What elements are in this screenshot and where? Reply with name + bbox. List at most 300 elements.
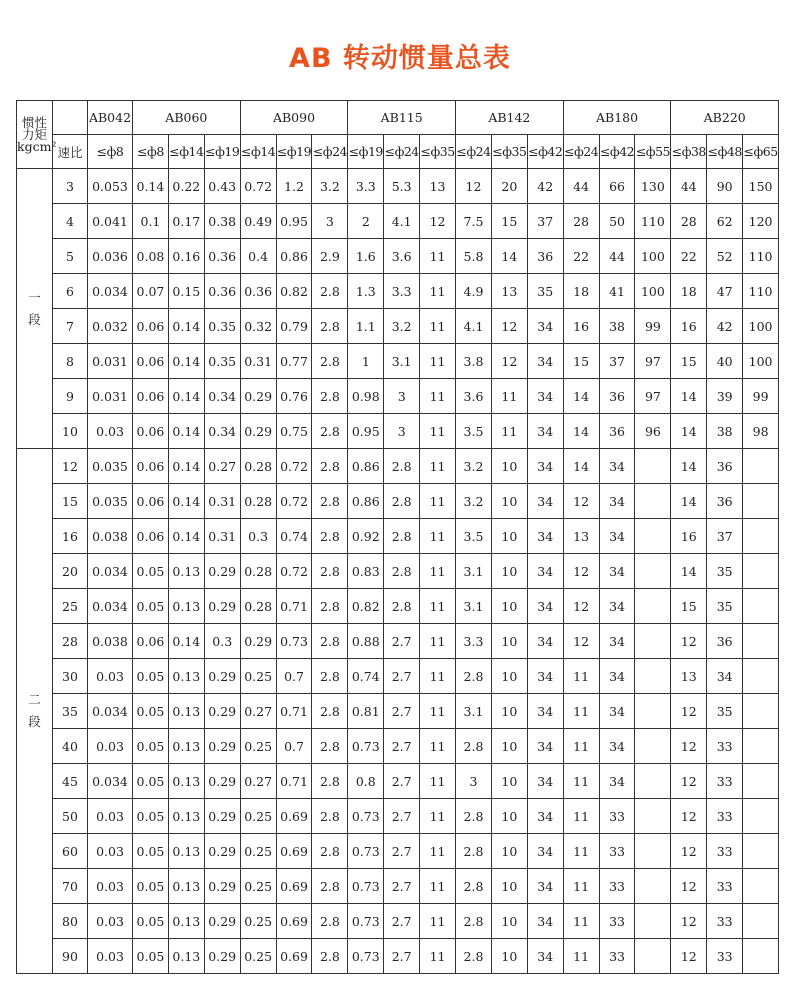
inertia-value-cell: 0.03 bbox=[88, 939, 133, 974]
inertia-value-cell bbox=[635, 834, 671, 869]
inertia-value-cell: 100 bbox=[743, 344, 779, 379]
diameter-header: ≤ф14 bbox=[168, 135, 204, 169]
inertia-value-cell: 38 bbox=[599, 309, 635, 344]
inertia-value-cell: 34 bbox=[527, 589, 563, 624]
inertia-value-cell: 1.6 bbox=[348, 239, 384, 274]
inertia-value-cell: 0.06 bbox=[133, 624, 169, 659]
diameter-header: ≤ф24 bbox=[563, 135, 599, 169]
ratio-cell: 16 bbox=[53, 519, 88, 554]
inertia-value-cell: 0.69 bbox=[276, 939, 312, 974]
table-row bbox=[17, 274, 779, 309]
inertia-value-cell: 0.034 bbox=[88, 554, 133, 589]
inertia-value-cell: 33 bbox=[707, 799, 743, 834]
inertia-value-cell bbox=[743, 834, 779, 869]
inertia-value-cell: 2.8 bbox=[312, 764, 348, 799]
inertia-value-cell: 0.05 bbox=[133, 589, 169, 624]
inertia-value-cell: 33 bbox=[599, 869, 635, 904]
diameter-header: ≤ф14 bbox=[240, 135, 276, 169]
inertia-value-cell: 0.03 bbox=[88, 414, 133, 449]
inertia-value-cell: 39 bbox=[707, 379, 743, 414]
inertia-value-cell: 52 bbox=[707, 239, 743, 274]
ratio-cell: 4 bbox=[53, 204, 88, 239]
ratio-cell: 20 bbox=[53, 554, 88, 589]
inertia-value-cell: 4.1 bbox=[384, 204, 420, 239]
inertia-value-cell: 0.14 bbox=[168, 449, 204, 484]
inertia-value-cell: 0.034 bbox=[88, 694, 133, 729]
inertia-value-cell: 0.28 bbox=[240, 484, 276, 519]
inertia-value-cell: 22 bbox=[563, 239, 599, 274]
inertia-value-cell: 34 bbox=[599, 764, 635, 799]
inertia-value-cell: 0.29 bbox=[204, 764, 240, 799]
inertia-value-cell: 11 bbox=[420, 309, 456, 344]
inertia-value-cell: 35 bbox=[707, 589, 743, 624]
inertia-value-cell: 0.29 bbox=[240, 624, 276, 659]
inertia-value-cell: 12 bbox=[563, 554, 599, 589]
inertia-value-cell: 0.25 bbox=[240, 659, 276, 694]
inertia-value-cell: 5.8 bbox=[456, 239, 492, 274]
inertia-value-cell: 0.038 bbox=[88, 519, 133, 554]
inertia-value-cell: 0.14 bbox=[133, 169, 169, 204]
inertia-value-cell: 0.86 bbox=[348, 484, 384, 519]
inertia-value-cell: 2.8 bbox=[312, 414, 348, 449]
inertia-value-cell: 0.05 bbox=[133, 659, 169, 694]
inertia-value-cell: 11 bbox=[563, 659, 599, 694]
inertia-value-cell: 34 bbox=[599, 624, 635, 659]
diameter-header: ≤ф24 bbox=[312, 135, 348, 169]
inertia-value-cell: 4.9 bbox=[456, 274, 492, 309]
inertia-value-cell: 2.7 bbox=[384, 764, 420, 799]
inertia-value-cell: 0.81 bbox=[348, 694, 384, 729]
inertia-value-cell: 34 bbox=[599, 729, 635, 764]
inertia-value-cell: 10 bbox=[491, 484, 527, 519]
ratio-cell: 15 bbox=[53, 484, 88, 519]
inertia-value-cell: 0.79 bbox=[276, 309, 312, 344]
inertia-value-cell: 0.03 bbox=[88, 904, 133, 939]
inertia-value-cell: 3.2 bbox=[456, 484, 492, 519]
inertia-value-cell: 0.29 bbox=[240, 379, 276, 414]
inertia-value-cell: 0.92 bbox=[348, 519, 384, 554]
unit-label-line: kgcm² bbox=[17, 138, 57, 154]
inertia-value-cell: 0.06 bbox=[133, 344, 169, 379]
inertia-value-cell: 2.8 bbox=[312, 904, 348, 939]
table-row bbox=[17, 869, 779, 904]
unit-label-line: 惯性 bbox=[21, 114, 47, 130]
inertia-value-cell: 10 bbox=[491, 729, 527, 764]
inertia-value-cell: 0.06 bbox=[133, 379, 169, 414]
inertia-value-cell: 3.1 bbox=[456, 589, 492, 624]
inertia-value-cell: 0.72 bbox=[276, 449, 312, 484]
inertia-value-cell: 110 bbox=[743, 239, 779, 274]
inertia-value-cell: 11 bbox=[420, 904, 456, 939]
inertia-value-cell: 44 bbox=[599, 239, 635, 274]
inertia-value-cell: 11 bbox=[420, 624, 456, 659]
diameter-header: ≤ф35 bbox=[420, 135, 456, 169]
inertia-value-cell: 0.05 bbox=[133, 939, 169, 974]
inertia-value-cell: 3 bbox=[312, 204, 348, 239]
inertia-value-cell: 10 bbox=[491, 624, 527, 659]
inertia-value-cell: 2.7 bbox=[384, 869, 420, 904]
table-row bbox=[17, 449, 779, 484]
inertia-value-cell bbox=[743, 484, 779, 519]
inertia-value-cell: 3 bbox=[384, 414, 420, 449]
inertia-value-cell: 3.2 bbox=[312, 169, 348, 204]
inertia-value-cell bbox=[743, 624, 779, 659]
inertia-value-cell: 35 bbox=[527, 274, 563, 309]
inertia-value-cell bbox=[743, 869, 779, 904]
inertia-value-cell: 34 bbox=[527, 764, 563, 799]
inertia-value-cell: 0.71 bbox=[276, 694, 312, 729]
inertia-value-cell: 12 bbox=[563, 589, 599, 624]
inertia-value-cell: 12 bbox=[491, 309, 527, 344]
inertia-value-cell: 0.031 bbox=[88, 344, 133, 379]
inertia-value-cell: 2.8 bbox=[456, 659, 492, 694]
inertia-value-cell: 0.25 bbox=[240, 799, 276, 834]
inertia-value-cell: 34 bbox=[527, 484, 563, 519]
inertia-value-cell: 12 bbox=[563, 484, 599, 519]
inertia-value-cell: 34 bbox=[527, 624, 563, 659]
inertia-value-cell: 0.73 bbox=[348, 799, 384, 834]
inertia-value-cell: 3.1 bbox=[384, 344, 420, 379]
inertia-value-cell: 3.3 bbox=[348, 169, 384, 204]
table-row bbox=[17, 799, 779, 834]
inertia-value-cell: 97 bbox=[635, 379, 671, 414]
inertia-value-cell: 14 bbox=[671, 449, 707, 484]
inertia-value-cell: 0.28 bbox=[240, 449, 276, 484]
inertia-value-cell: 2.8 bbox=[312, 484, 348, 519]
inertia-value-cell: 0.29 bbox=[204, 799, 240, 834]
inertia-value-cell: 0.14 bbox=[168, 414, 204, 449]
inertia-value-cell bbox=[743, 799, 779, 834]
inertia-value-cell: 3.6 bbox=[456, 379, 492, 414]
inertia-value-cell: 36 bbox=[707, 449, 743, 484]
diameter-header: ≤ф42 bbox=[599, 135, 635, 169]
inertia-value-cell: 120 bbox=[743, 204, 779, 239]
inertia-value-cell: 0.35 bbox=[204, 309, 240, 344]
inertia-value-cell bbox=[635, 729, 671, 764]
inertia-value-cell: 34 bbox=[599, 554, 635, 589]
inertia-value-cell: 90 bbox=[707, 169, 743, 204]
inertia-value-cell: 2.8 bbox=[312, 589, 348, 624]
inertia-value-cell: 0.69 bbox=[276, 904, 312, 939]
ratio-cell: 45 bbox=[53, 764, 88, 799]
inertia-value-cell: 0.13 bbox=[168, 659, 204, 694]
inertia-value-cell: 0.06 bbox=[133, 484, 169, 519]
diameter-header: ≤ф24 bbox=[456, 135, 492, 169]
inertia-value-cell: 3.6 bbox=[384, 239, 420, 274]
inertia-value-cell: 66 bbox=[599, 169, 635, 204]
inertia-value-cell: 0.03 bbox=[88, 659, 133, 694]
inertia-value-cell: 0.29 bbox=[204, 694, 240, 729]
inertia-value-cell: 99 bbox=[743, 379, 779, 414]
table-row bbox=[17, 589, 779, 624]
inertia-value-cell: 16 bbox=[671, 309, 707, 344]
inertia-value-cell: 14 bbox=[563, 379, 599, 414]
inertia-value-cell: 12 bbox=[491, 344, 527, 379]
inertia-value-cell: 36 bbox=[707, 624, 743, 659]
inertia-value-cell: 2.8 bbox=[456, 939, 492, 974]
inertia-value-cell: 0.041 bbox=[88, 204, 133, 239]
inertia-value-cell: 97 bbox=[635, 344, 671, 379]
inertia-value-cell: 0.05 bbox=[133, 554, 169, 589]
inertia-value-cell: 34 bbox=[527, 869, 563, 904]
inertia-value-cell: 2.8 bbox=[312, 449, 348, 484]
table-row bbox=[17, 484, 779, 519]
inertia-value-cell: 2.8 bbox=[312, 939, 348, 974]
inertia-value-cell: 2.8 bbox=[456, 904, 492, 939]
diameter-header: ≤ф65 bbox=[743, 135, 779, 169]
inertia-value-cell: 0.06 bbox=[133, 309, 169, 344]
inertia-value-cell: 1.2 bbox=[276, 169, 312, 204]
inertia-value-cell: 0.28 bbox=[240, 589, 276, 624]
inertia-value-cell: 14 bbox=[491, 239, 527, 274]
inertia-value-cell: 0.05 bbox=[133, 729, 169, 764]
inertia-value-cell: 98 bbox=[743, 414, 779, 449]
inertia-value-cell: 0.034 bbox=[88, 274, 133, 309]
inertia-value-cell: 3 bbox=[456, 764, 492, 799]
inertia-value-cell: 0.13 bbox=[168, 729, 204, 764]
inertia-value-cell: 33 bbox=[707, 939, 743, 974]
ratio-cell: 30 bbox=[53, 659, 88, 694]
inertia-value-cell: 34 bbox=[527, 519, 563, 554]
inertia-value-cell: 100 bbox=[635, 274, 671, 309]
inertia-value-cell: 0.034 bbox=[88, 764, 133, 799]
inertia-value-cell: 0.73 bbox=[348, 939, 384, 974]
inertia-value-cell: 0.035 bbox=[88, 484, 133, 519]
inertia-value-cell: 34 bbox=[527, 379, 563, 414]
table-row bbox=[17, 414, 779, 449]
inertia-value-cell: 0.14 bbox=[168, 519, 204, 554]
inertia-value-cell: 2.8 bbox=[384, 519, 420, 554]
inertia-value-cell: 3.5 bbox=[456, 519, 492, 554]
inertia-value-cell: 0.28 bbox=[240, 554, 276, 589]
inertia-value-cell: 12 bbox=[671, 904, 707, 939]
inertia-value-cell: 14 bbox=[671, 414, 707, 449]
page-title: AB 转动惯量总表 bbox=[289, 43, 511, 74]
inertia-value-cell bbox=[743, 939, 779, 974]
inertia-value-cell: 0.73 bbox=[348, 869, 384, 904]
inertia-value-cell: 22 bbox=[671, 239, 707, 274]
inertia-value-cell: 0.73 bbox=[348, 834, 384, 869]
stage-two-label bbox=[17, 449, 53, 974]
inertia-value-cell: 37 bbox=[527, 204, 563, 239]
inertia-value-cell bbox=[743, 694, 779, 729]
inertia-value-cell: 0.82 bbox=[276, 274, 312, 309]
inertia-value-cell: 0.031 bbox=[88, 379, 133, 414]
inertia-value-cell: 0.73 bbox=[348, 729, 384, 764]
inertia-value-cell: 0.83 bbox=[348, 554, 384, 589]
inertia-value-cell: 3.1 bbox=[456, 694, 492, 729]
inertia-value-cell: 0.72 bbox=[276, 484, 312, 519]
inertia-value-cell: 3 bbox=[384, 379, 420, 414]
inertia-value-cell: 0.05 bbox=[133, 904, 169, 939]
inertia-value-cell: 11 bbox=[420, 379, 456, 414]
ratio-cell: 8 bbox=[53, 344, 88, 379]
diameter-header: ≤ф8 bbox=[88, 135, 133, 169]
inertia-value-cell bbox=[635, 869, 671, 904]
inertia-value-cell: 2.7 bbox=[384, 694, 420, 729]
diameter-header: ≤ф24 bbox=[384, 135, 420, 169]
inertia-value-cell: 1 bbox=[348, 344, 384, 379]
inertia-value-cell: 14 bbox=[563, 449, 599, 484]
inertia-value-cell: 33 bbox=[599, 834, 635, 869]
inertia-value-cell: 11 bbox=[420, 729, 456, 764]
diameter-header: ≤ф19 bbox=[204, 135, 240, 169]
inertia-value-cell: 0.14 bbox=[168, 379, 204, 414]
inertia-value-cell: 11 bbox=[420, 344, 456, 379]
model-header: AB142 bbox=[456, 101, 564, 135]
inertia-value-cell: 50 bbox=[599, 204, 635, 239]
inertia-value-cell: 40 bbox=[707, 344, 743, 379]
inertia-value-cell: 33 bbox=[707, 729, 743, 764]
inertia-value-cell: 37 bbox=[707, 519, 743, 554]
inertia-value-cell: 35 bbox=[707, 694, 743, 729]
inertia-value-cell: 7.5 bbox=[456, 204, 492, 239]
inertia-value-cell bbox=[743, 554, 779, 589]
inertia-value-cell: 2.7 bbox=[384, 799, 420, 834]
inertia-value-cell: 18 bbox=[671, 274, 707, 309]
inertia-value-cell: 11 bbox=[420, 274, 456, 309]
inertia-value-cell: 11 bbox=[420, 939, 456, 974]
inertia-value-cell: 10 bbox=[491, 554, 527, 589]
inertia-value-cell: 12 bbox=[671, 729, 707, 764]
inertia-value-cell: 0.25 bbox=[240, 834, 276, 869]
inertia-value-cell: 3.5 bbox=[456, 414, 492, 449]
ratio-header: 速比 bbox=[53, 135, 88, 169]
inertia-value-cell: 2.8 bbox=[312, 274, 348, 309]
inertia-value-cell: 110 bbox=[743, 274, 779, 309]
inertia-value-cell: 0.14 bbox=[168, 624, 204, 659]
inertia-value-cell: 0.36 bbox=[240, 274, 276, 309]
inertia-value-cell: 0.06 bbox=[133, 519, 169, 554]
table-row bbox=[17, 239, 779, 274]
inertia-value-cell: 2.8 bbox=[456, 729, 492, 764]
inertia-value-cell bbox=[635, 484, 671, 519]
inertia-value-cell: 2.8 bbox=[312, 799, 348, 834]
table-row bbox=[17, 764, 779, 799]
ratio-cell: 50 bbox=[53, 799, 88, 834]
inertia-value-cell: 15 bbox=[563, 344, 599, 379]
ratio-cell: 6 bbox=[53, 274, 88, 309]
inertia-value-cell: 0.29 bbox=[204, 589, 240, 624]
inertia-value-cell bbox=[635, 449, 671, 484]
inertia-value-cell: 11 bbox=[420, 484, 456, 519]
inertia-value-cell: 10 bbox=[491, 764, 527, 799]
ratio-cell: 7 bbox=[53, 309, 88, 344]
inertia-value-cell: 0.13 bbox=[168, 799, 204, 834]
inertia-value-cell: 1.3 bbox=[348, 274, 384, 309]
inertia-value-cell: 2.8 bbox=[384, 589, 420, 624]
inertia-value-cell: 34 bbox=[527, 344, 563, 379]
inertia-value-cell: 0.4 bbox=[240, 239, 276, 274]
unit-label-line: 力矩 bbox=[21, 126, 47, 142]
inertia-value-cell: 15 bbox=[671, 589, 707, 624]
inertia-value-cell: 0.17 bbox=[168, 204, 204, 239]
inertia-value-cell: 0.05 bbox=[133, 694, 169, 729]
inertia-value-cell bbox=[743, 449, 779, 484]
inertia-value-cell: 10 bbox=[491, 449, 527, 484]
inertia-value-cell: 11 bbox=[420, 449, 456, 484]
inertia-value-cell: 0.03 bbox=[88, 869, 133, 904]
inertia-value-cell: 0.69 bbox=[276, 834, 312, 869]
inertia-value-cell: 0.03 bbox=[88, 834, 133, 869]
ratio-cell: 3 bbox=[53, 169, 88, 204]
inertia-value-cell: 34 bbox=[599, 589, 635, 624]
inertia-value-cell: 42 bbox=[707, 309, 743, 344]
inertia-value-cell: 33 bbox=[707, 869, 743, 904]
inertia-value-cell: 41 bbox=[599, 274, 635, 309]
table-row bbox=[17, 309, 779, 344]
inertia-value-cell: 0.053 bbox=[88, 169, 133, 204]
inertia-value-cell: 10 bbox=[491, 694, 527, 729]
inertia-value-cell: 0.03 bbox=[88, 729, 133, 764]
model-header: AB180 bbox=[563, 101, 671, 135]
inertia-value-cell bbox=[635, 589, 671, 624]
inertia-value-cell: 11 bbox=[420, 519, 456, 554]
inertia-value-cell bbox=[743, 659, 779, 694]
inertia-value-cell: 0.16 bbox=[168, 239, 204, 274]
inertia-value-cell bbox=[635, 904, 671, 939]
inertia-value-cell: 0.31 bbox=[240, 344, 276, 379]
inertia-value-cell: 10 bbox=[491, 939, 527, 974]
inertia-value-cell: 2.8 bbox=[312, 624, 348, 659]
inertia-value-cell: 96 bbox=[635, 414, 671, 449]
inertia-value-cell: 33 bbox=[599, 939, 635, 974]
inertia-value-cell: 34 bbox=[527, 554, 563, 589]
inertia-value-cell: 11 bbox=[491, 379, 527, 414]
inertia-value-cell bbox=[743, 904, 779, 939]
inertia-value-cell: 5.3 bbox=[384, 169, 420, 204]
inertia-value-cell: 2.8 bbox=[312, 519, 348, 554]
diameter-header: ≤ф55 bbox=[635, 135, 671, 169]
inertia-value-cell: 130 bbox=[635, 169, 671, 204]
table-row bbox=[17, 519, 779, 554]
ratio-header-spacer bbox=[53, 101, 88, 135]
inertia-value-cell: 2.7 bbox=[384, 729, 420, 764]
inertia-value-cell: 11 bbox=[563, 869, 599, 904]
diameter-header: ≤ф48 bbox=[707, 135, 743, 169]
inertia-value-cell: 34 bbox=[527, 694, 563, 729]
inertia-value-cell: 44 bbox=[563, 169, 599, 204]
ratio-cell: 25 bbox=[53, 589, 88, 624]
model-header: AB042 bbox=[88, 101, 133, 135]
inertia-value-cell: 3.2 bbox=[384, 309, 420, 344]
inertia-value-cell bbox=[635, 659, 671, 694]
inertia-value-cell: 34 bbox=[527, 799, 563, 834]
inertia-value-cell: 0.69 bbox=[276, 869, 312, 904]
model-header-row bbox=[17, 101, 779, 135]
inertia-value-cell: 0.88 bbox=[348, 624, 384, 659]
inertia-value-cell: 3.8 bbox=[456, 344, 492, 379]
inertia-value-cell: 0.29 bbox=[240, 414, 276, 449]
inertia-value-cell: 0.95 bbox=[276, 204, 312, 239]
inertia-value-cell: 0.29 bbox=[204, 659, 240, 694]
inertia-value-cell: 10 bbox=[491, 869, 527, 904]
inertia-value-cell: 0.05 bbox=[133, 834, 169, 869]
ratio-cell: 5 bbox=[53, 239, 88, 274]
inertia-value-cell: 0.06 bbox=[133, 449, 169, 484]
table-row bbox=[17, 659, 779, 694]
inertia-value-cell: 0.75 bbox=[276, 414, 312, 449]
inertia-value-cell: 0.31 bbox=[204, 484, 240, 519]
inertia-value-cell: 11 bbox=[420, 869, 456, 904]
inertia-value-cell: 34 bbox=[527, 659, 563, 694]
inertia-value-cell: 35 bbox=[707, 554, 743, 589]
inertia-value-cell: 0.31 bbox=[204, 519, 240, 554]
inertia-value-cell: 28 bbox=[671, 204, 707, 239]
inertia-value-cell: 34 bbox=[707, 659, 743, 694]
inertia-value-cell: 0.27 bbox=[240, 764, 276, 799]
table-body bbox=[17, 169, 779, 974]
